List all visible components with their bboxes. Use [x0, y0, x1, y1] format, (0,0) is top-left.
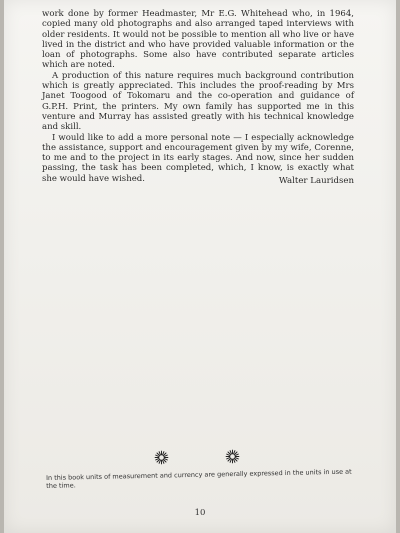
units-footnote: In this book units of measurement and currency are generally expressed in the units in use at the time.	[46, 467, 352, 491]
body-text	[42, 9, 354, 184]
paragraph-continued: work done by former Headmaster, Mr E.G. Whitehead who, in 1964, copied many old photographs and also arranged taped interviews with older residents. It would not be possible to mention all who live or have lived in the district and who have provided valuable information or the loan of photographs. Some also have contributed separate articles which are noted.	[42, 9, 354, 71]
author-signature: Walter Lauridsen	[278, 176, 354, 186]
sunburst-ornament-icon	[154, 450, 169, 465]
paragraph-production: A production of this nature requires much background contribution which is greatly appreciated. This includes the proof-reading by Mrs Janet Toogood of Tokomaru and the co-operation and guidance of G.P.H. Print, the printers. My own family has supported me in this venture and Murray has assisted greatly with his technical knowledge and skill.	[42, 70, 354, 133]
page-number: 10	[194, 508, 206, 518]
paragraph-personal-note: I would like to add a more personal note — I especially acknowledge the assistance, support and encouragement given by my wife, Corenne, to me and to the project in its early stages. And now, since her sudden passing, the task has been completed, which, I know, is exactly what she would have wished.	[42, 132, 354, 184]
book-page	[4, 0, 396, 533]
sunburst-ornament-icon	[225, 449, 240, 464]
